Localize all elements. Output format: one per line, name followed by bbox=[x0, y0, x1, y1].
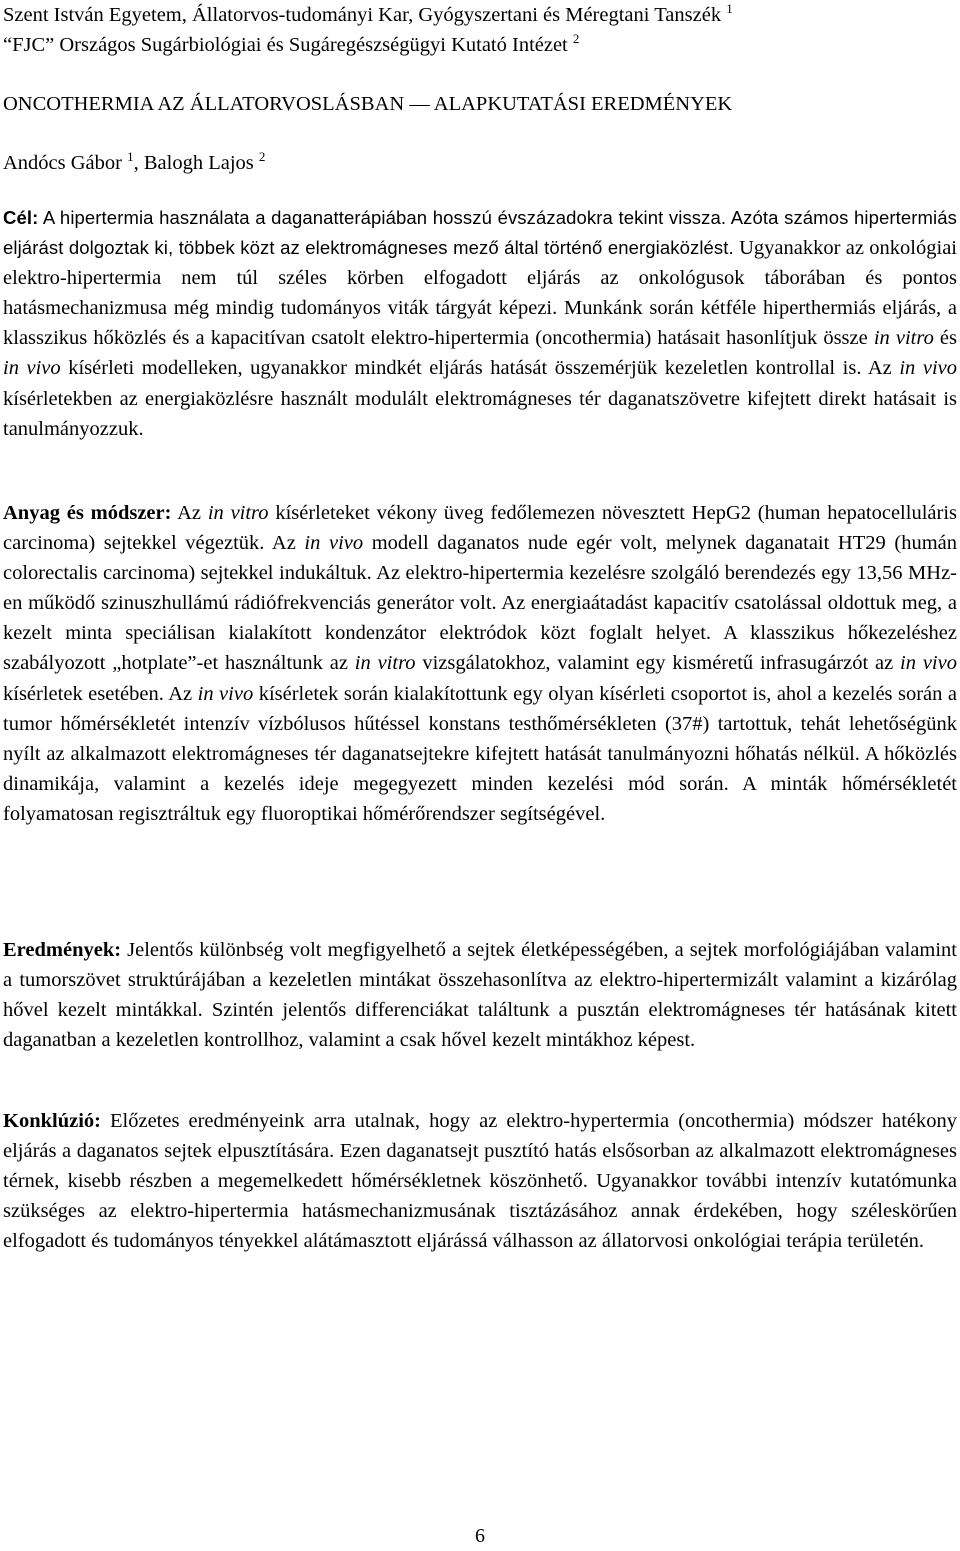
anyag-text-1: Az bbox=[171, 502, 208, 524]
cel-text-4: kísérletekben az energiaközlésre használt modulált elektromágneses tér daganatszövetre kifejtett direkt hatásait is tanulmányozzuk. bbox=[3, 387, 957, 440]
anyag-italic-3: in vitro bbox=[354, 652, 416, 675]
document-title: ONCOTHERMIA AZ ÁLLATORVOSLÁSBAN — ALAPKUTATÁSI EREDMÉNYEK bbox=[3, 93, 733, 115]
author-2-sup: 2 bbox=[258, 149, 266, 164]
section-label-konkluzio: Konklúzió: bbox=[3, 1110, 101, 1132]
section-label-eredmenyek: Eredmények: bbox=[3, 939, 122, 961]
anyag-text-2: kísérleteket vékony üveg fedőlemezen növesztett HepG2 (human hepatocelluláris carcinoma) sejtekkel végeztük. Az bbox=[3, 502, 957, 555]
affiliation-2 bbox=[3, 31, 580, 57]
anyag-text-6: kísérletek során kialakítottunk egy olyan kísérleti csoportot is, ahol a kezelés során a tumor hőmérsékletét intenzív vízbólusos hűtéssel konstans testhőmérsékleten (37#) tartottuk, tehát lehetőségünk nyílt az alkalmazott elektromágneses tér daganatsejtekre kifejtett hatását tanulmányozni hőhatás nélkül. A hőközlés dinamikája, valamint a kezelés ideje megegyezett minden kezelési mód során. A minták hőmérsékletét folyamatosan regisztráltuk egy fluoroptikai hőmérőrendszer segítségével. bbox=[3, 682, 957, 825]
section-eredmenyek bbox=[3, 935, 957, 1055]
anyag-italic-1: in vitro bbox=[207, 502, 269, 524]
eredmenyek-text: Jelentős különbség volt megfigyelhető a sejtek életképességében, a sejtek morfológiájában valamint a tumorszövet struktúrájában a kezeletlen mintákat összehasonlítva az elektro-hipertermizált valamint a kizárólag hővel kezelt mintákkal. Szintén jelentős differenciákat találtunk a pusztán elektromágneses tér hatásának kitett daganatban a kezeletlen kontrollhoz, valamint a csak hővel kezelt mintákhoz képest. bbox=[3, 939, 957, 1052]
cel-text-1: Ugyanakkor az onkológiai elektro-hipertermia nem túl széles körben elfogadott eljárás az onkológusok táborában és pontos hatásmechanizmusa még mindig tudományos viták tárgyát képezi. Munkánk során kétféle hiperthermiás eljárás, a klasszikus hőközlés és a kapacitívan csatolt elektro-hipertermia (oncothermia) hatásait hasonlítjuk össze bbox=[3, 237, 957, 350]
author-separator: , bbox=[133, 152, 144, 174]
cel-italic-3: in vivo bbox=[899, 357, 957, 380]
anyag-text-4: vizsgálatokhoz, valamint egy kisméretű infrasugárzót az bbox=[415, 652, 901, 675]
anyag-text-3: modell daganatos nude egér volt, melynek daganatait HT29 (humán colorectalis carcinoma) sejtekkel indukáltuk. Az elektro-hipertermia kezelésre szolgáló berendezés egy 13,56 MHz-en működő szinuszhullámú rádiófrekvenciás generátor volt. Az energiaátadást kapacitív csatolással oldottuk meg, a kezelt minta speciálisan kialakított kondenzátor elektródok közt foglalt helyet. A klasszikus hőkezeléshez szabályozott „hotplate”-et használtunk az bbox=[3, 532, 957, 675]
cel-intro-text: A hipertermia használata a daganatterápiában hosszú évszázadokra tekint vissza. Azóta számos hipertermiás eljárást dolgoztak ki, többek közt az elektromágneses mező által történő energiaközlést. bbox=[3, 207, 957, 259]
affiliation-2-sup: 2 bbox=[572, 31, 580, 46]
affiliation-1 bbox=[3, 1, 733, 27]
author-2: Balogh Lajos bbox=[143, 152, 254, 174]
affiliation-1-text: Szent István Egyetem, Állatorvos-tudományi Kar, Gyógyszertani és Méregtani Tanszék bbox=[3, 4, 722, 26]
section-label-cel: Cél: bbox=[3, 207, 39, 228]
author-1: Andócs Gábor bbox=[3, 152, 122, 174]
section-cel bbox=[3, 203, 957, 444]
anyag-italic-4: in vivo bbox=[900, 652, 957, 675]
cel-italic-2: in vivo bbox=[3, 357, 61, 380]
anyag-italic-2: in vivo bbox=[304, 532, 364, 555]
section-label-anyag: Anyag és módszer: bbox=[3, 502, 172, 524]
section-konkluzio bbox=[3, 1106, 957, 1256]
affiliation-1-sup: 1 bbox=[726, 1, 733, 16]
konkluzio-text: Előzetes eredményeink arra utalnak, hogy az elektro-hypertermia (oncothermia) módszer hatékony eljárás a daganatos sejtek elpusztítására. Ezen daganatsejt pusztító hatás elsősorban az alkalmazott elektromágneses térnek, kisebb részben a megemelkedett hőmérsékletnek köszönhető. Ugyanakkor további intenzív kutatómunka szükséges az elektro-hipertermia hatásmechanizmusának tisztázásához annak érdekében, hogy széleskörűen elfogadott és tudományos tényekkel alátámasztott eljárássá válhasson az állatorvosi onkológiai terápia területén. bbox=[3, 1110, 957, 1253]
cel-text-2: és bbox=[933, 327, 957, 350]
anyag-italic-5: in vivo bbox=[197, 682, 254, 705]
cel-text-3: kísérleti modelleken, ugyanakkor mindkét eljárás hatását összemérjük kezeletlen kontrollal is. Az bbox=[60, 357, 900, 380]
section-anyag-es-modszer bbox=[3, 498, 957, 829]
anyag-text-5: kísérletek esetében. Az bbox=[3, 682, 198, 705]
affiliation-2-text: “FJC” Országos Sugárbiológiai és Sugáregészségügyi Kutató Intézet bbox=[3, 34, 568, 56]
author-line bbox=[3, 149, 266, 175]
page-number: 6 bbox=[475, 1525, 485, 1547]
author-1-sup: 1 bbox=[127, 149, 134, 164]
cel-italic-1: in vitro bbox=[873, 327, 934, 350]
